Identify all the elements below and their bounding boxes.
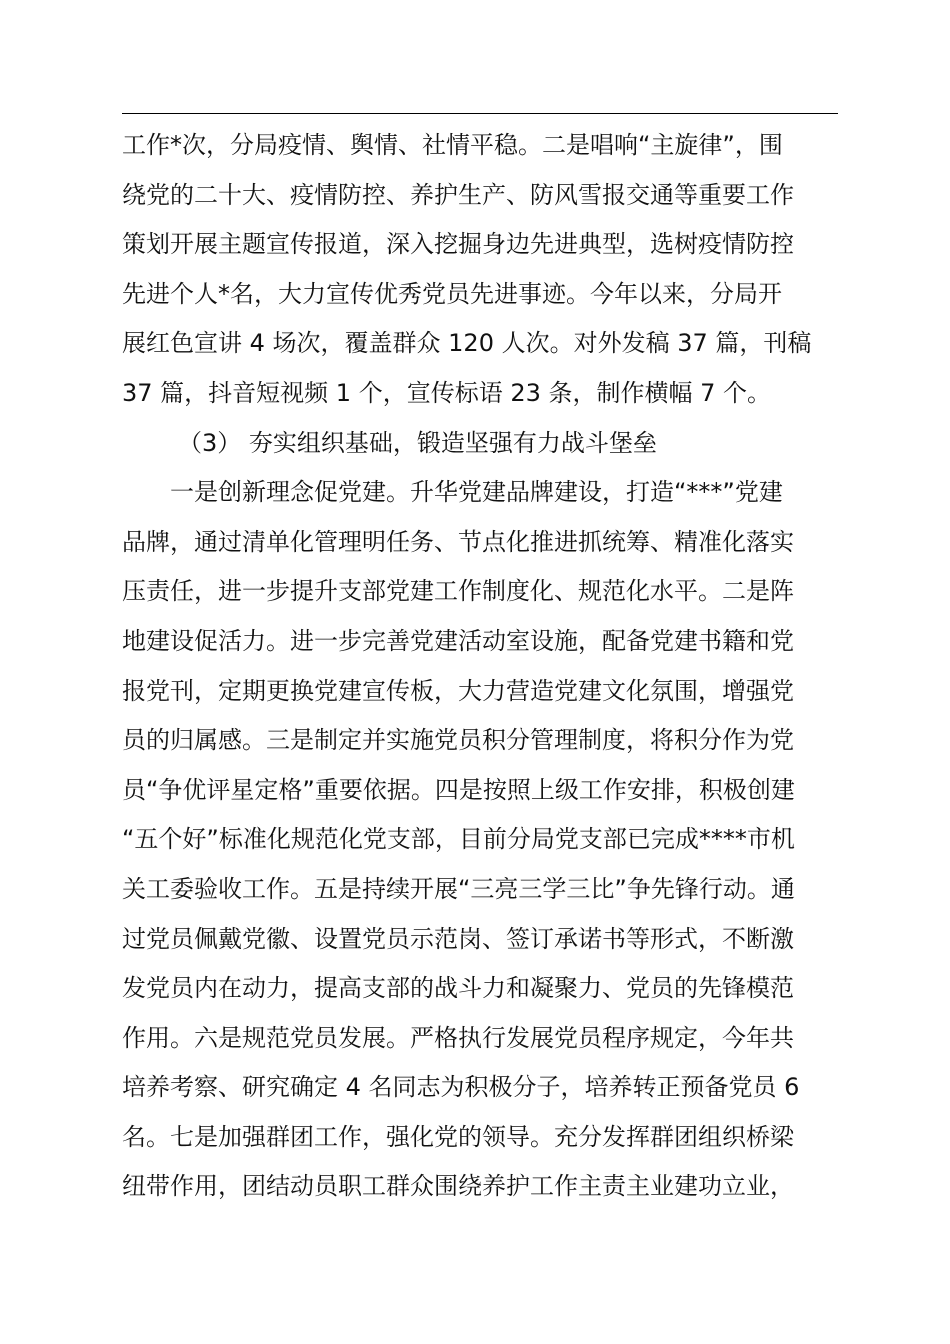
text-line: 报党刊，定期更换党建宣传板，大力营造党建文化氛围，增强党: [122, 676, 794, 705]
section-heading: （3） 夯实组织基础，锻造坚强有力战斗堡垒: [178, 428, 657, 457]
text-line: 绕党的二十大、疫情防控、养护生产、防风雪报交通等重要工作: [122, 180, 794, 209]
text-line: 培养考察、研究确定 4 名同志为积极分子，培养转正预备党员 6: [122, 1073, 800, 1102]
text-line: 纽带作用，团结动员职工群众围绕养护工作主责主业建功立业，: [122, 1172, 794, 1201]
text-line: 地建设促活力。进一步完善党建活动室设施，配备党建书籍和党: [122, 626, 794, 655]
text-line: 先进个人*名，大力宣传优秀党员先进事迹。今年以来，分局开: [122, 279, 782, 308]
text-line: 名。七是加强群团工作，强化党的领导。充分发挥群团组织桥梁: [122, 1122, 794, 1151]
text-line: 37 篇，抖音短视频 1 个，宣传标语 23 条，制作横幅 7 个。: [122, 378, 772, 407]
text-line: 员“争优评星定格”重要依据。四是按照上级工作安排，积极创建: [122, 775, 795, 804]
body-text: [122, 121, 838, 1212]
text-line: 作用。六是规范党员发展。严格执行发展党员程序规定，今年共: [122, 1023, 794, 1052]
text-line: 展红色宣讲 4 场次，覆盖群众 120 人次。对外发稿 37 篇，刊稿: [122, 329, 812, 358]
text-line: 品牌，通过清单化管理明任务、节点化推进抓统筹、精准化落实: [122, 527, 794, 556]
text-line: 工作*次，分局疫情、舆情、社情平稳。二是唱响“主旋律”，围: [122, 131, 783, 159]
text-line: “五个好”标准化规范化党支部，目前分局党支部已完成****市机: [122, 825, 795, 854]
text-line: 压责任，进一步提升支部党建工作制度化、规范化水平。二是阵: [122, 577, 794, 606]
text-line: 关工委验收工作。五是持续开展“三亮三学三比”争先锋行动。通: [122, 874, 795, 903]
paragraph-first-line: 一是创新理念促党建。升华党建品牌建设，打造“***”党建: [170, 478, 783, 507]
text-line: 策划开展主题宣传报道，深入挖掘身边先进典型，选树疫情防控: [122, 230, 794, 259]
text-line: 员的归属感。三是制定并实施党员积分管理制度，将积分作为党: [122, 726, 794, 755]
header-rule: [122, 113, 838, 114]
text-line: 发党员内在动力，提高支部的战斗力和凝聚力、党员的先锋模范: [122, 974, 794, 1003]
text-line: 过党员佩戴党徽、设置党员示范岗、签订承诺书等形式，不断激: [122, 924, 794, 953]
